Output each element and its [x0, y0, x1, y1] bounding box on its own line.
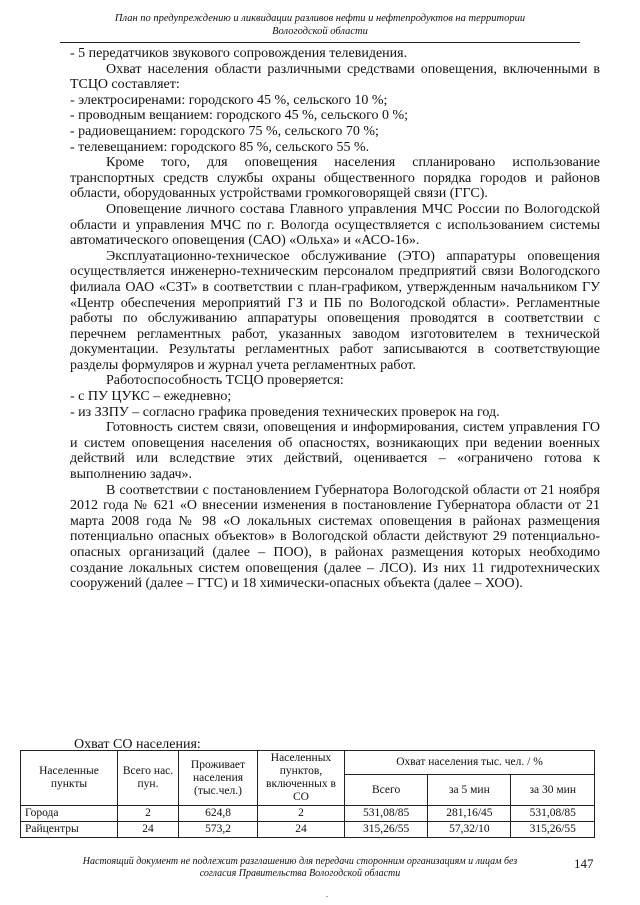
cell-total-points: 24: [118, 822, 179, 838]
coverage-table: [20, 750, 595, 838]
table-row: [21, 822, 595, 838]
col-header-coverage: Охват населения тыс. чел. / %: [345, 751, 595, 775]
cell-total-points: 2: [118, 806, 179, 822]
footer-line-1: Настоящий документ не подлежит разглашению для передачи сторонним организациям и лицам без: [82, 856, 518, 867]
col-header-resides: Проживает населения (тыс.чел.): [179, 751, 258, 806]
paragraph: Эксплуатационно-техническое обслуживание (ЭТО) аппаратуры оповещения осуществляется инженерно-техническим персоналом предприятий связи Вологодского филиала ОАО «СЗТ» в соответствии с план-графиком, утвержденным начальником ГУ «Центр обеспечения мероприятий ГЗ и ПБ по Вологодской области». Регламентные работы по обслуживанию аппаратуры оповещения проводятся в соответствии с перечнем регламентных работ, указанных заводом изготовителем в технической документации. Результаты регламентных работ записываются в соответствующие разделы формуляров и журнал учета регламентных работ.: [70, 248, 600, 373]
cell-resides: 624,8: [179, 806, 258, 822]
col-header-cov-5: за 5 мин: [428, 775, 511, 806]
paragraph: Работоспособность ТСЦО проверяется:: [106, 373, 344, 389]
col-header-cov-30: за 30 мин: [511, 775, 595, 806]
table-caption: Охват СО населения:: [74, 737, 201, 752]
paragraph: Оповещение личного состава Главного управления МЧС России по Вологодской области и управления МЧС по г. Вологда осуществляется с использованием системы автоматического оповещения (САО) «Ольха» и «АСО-16».: [70, 201, 600, 249]
header-line-1: План по предупреждению и ликвидации разливов нефти и нефтепродуктов на территории: [114, 13, 526, 24]
cell-cov-total: 315,26/55: [345, 822, 428, 838]
list-item: - с ПУ ЦУКС – ежедневно;: [70, 389, 232, 405]
list-item: - из ЗЗПУ – согласно графика проведения технических проверок на год.: [70, 404, 500, 420]
cell-resides: 573,2: [179, 822, 258, 838]
paragraph: Охват населения области различными средствами оповещения, включенными в ТСЦО составляет:: [70, 61, 600, 93]
col-header-places: Населенные пункты: [21, 751, 118, 806]
header-line-2: Вологодской области: [272, 26, 368, 37]
table-row: [21, 806, 595, 822]
footer-dot: .: [326, 890, 328, 899]
paragraph: Кроме того, для оповещения населения спланировано использование транспортных средств службы охраны общественного порядка городов и районов области, оборудованных устройствами громкоговорящей связи (ГГС).: [70, 155, 600, 202]
cell-included: 2: [258, 806, 345, 822]
cell-cov-total: 531,08/85: [345, 806, 428, 822]
list-item: - электросиренами: городского 45 %, сельского 10 %;: [70, 92, 388, 108]
document-body: [70, 46, 600, 592]
list-item: - проводным вещанием: городского 45 %, сельского 0 %;: [70, 108, 409, 124]
list-item: - телевещанием: городского 85 %, сельского 55 %.: [70, 139, 370, 155]
page-number: 147: [574, 856, 594, 871]
cell-place: Города: [21, 806, 118, 822]
paragraph: В соответствии с постановлением Губернатора Вологодской области от 21 ноября 2012 года № 621 «О внесении изменения в постановление Губернатора области от 21 марта 2008 года № 98 «О локальных системах оповещения в районах размещения потенциально опасных объектов» в Вологодской области действуют 29 потенциально-опасных организаций (далее – ПОО), в районах размещения которых необходимо создание локальных систем оповещения (далее – ЛСО). Из них 11 гидротехнических сооружений (далее – ГТС) и 18 химически-опасных объекта (далее – ХОО).: [70, 482, 600, 592]
cell-place: Райцентры: [21, 822, 118, 838]
running-header: [40, 12, 600, 38]
cell-cov-5: 57,32/10: [428, 822, 511, 838]
col-header-included: Населенных пунктов, включенных в СО: [258, 751, 345, 806]
header-divider: [60, 42, 580, 43]
list-item: - 5 передатчиков звукового сопровождения телевидения.: [70, 46, 408, 61]
cell-cov-5: 281,16/45: [428, 806, 511, 822]
cell-cov-30: 315,26/55: [511, 822, 595, 838]
list-item: - радиовещанием: городского 75 %, сельского 70 %;: [70, 123, 379, 139]
footer-notice: [60, 856, 540, 880]
col-header-total-points: Всего нас. пун.: [118, 751, 179, 806]
cell-cov-30: 531,08/85: [511, 806, 595, 822]
col-header-cov-total: Всего: [345, 775, 428, 806]
coverage-table-body: [21, 806, 595, 838]
footer-line-2: согласия Правительства Вологодской области: [199, 868, 401, 879]
paragraph: Готовность систем связи, оповещения и информирования, систем управления ГО и систем оповещения населения об опасностях, возникающих при ведении военных действий или вследствие этих действий, оценивается – «ограничено готова к выполнению задач».: [70, 420, 600, 483]
cell-included: 24: [258, 822, 345, 838]
